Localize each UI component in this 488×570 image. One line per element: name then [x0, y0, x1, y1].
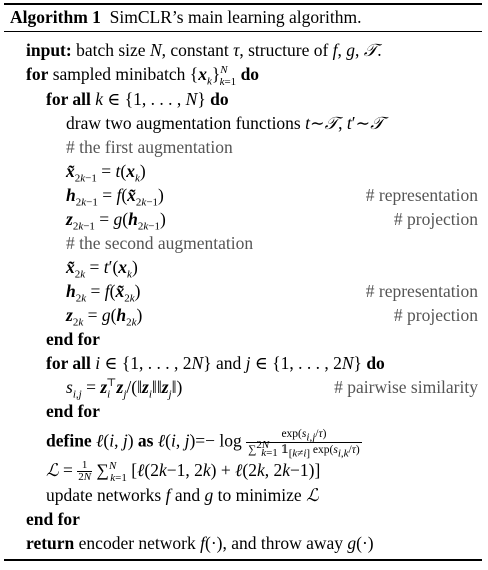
line-h-2k: $h_{2k}$ = $f(x̃_{2k})$ [66, 281, 141, 305]
comment-representation-2: # representation [365, 281, 478, 301]
line-end-for-ij: end for [46, 401, 100, 421]
comment-projection-1: # projection [393, 209, 478, 229]
line-h-2k-1: $h_{2k-1}$ = $f(x̃_{2k-1})$ [66, 185, 164, 209]
comment-second-augmentation: # the second augmentation [66, 233, 254, 253]
line-draw-augmentations: draw two augmentation functions t∼𝒯, t′∼𝒯 [66, 113, 384, 133]
comment-representation-1: # representation [365, 185, 478, 205]
line-for-minibatch: for sampled minibatch $\{x_k\}^N_{k=1}$ do [26, 64, 260, 88]
line-define-loss: define ℓ(i, j) as ℓ(i, j)=− log $\frac{\exp(s_{i,j}/\tau)}{\sum^{2N}_{k=1} 𝟙_{[k\ne i]} \exp(s_{i,k}/\tau)}$ [46, 428, 360, 460]
algorithm-caption-text: SimCLR’s main learning algorithm. [109, 7, 362, 27]
line-end-for-minibatch: end for [26, 509, 80, 529]
line-similarity: $s_{i,j}$ = $z_i^⊤z_j/(‖z_i‖‖z_j‖)$ [66, 377, 183, 401]
normalizer-fraction: $\frac{1}{2N}$ [78, 459, 92, 484]
line-for-all-k: for all k ∈ {1, . . . , N} do [46, 89, 229, 109]
line-z-2k-1: $z_{2k-1} = g(h_{2k-1})$ [66, 209, 166, 233]
bottom-rule [4, 559, 482, 561]
comment-first-augmentation: # the first augmentation [66, 137, 233, 157]
line-return: return encoder network f(·), and throw away g(·) [26, 533, 374, 553]
algorithm-number: Algorithm 1 [10, 7, 101, 27]
line-for-all-ij: for all i ∈ {1, . . . , 2N} and j ∈ {1, . . . , 2N} do [46, 353, 385, 373]
line-x-2k-1: $x̃_{2k-1} = t(x_k)$ [66, 161, 146, 185]
comment-projection-2: # projection [393, 305, 478, 325]
caption-rule [4, 31, 482, 32]
algorithm-caption [10, 7, 361, 27]
line-total-loss: ℒ = $\frac{1}{2N}$ ∑$^N_{k=1}$ [ℓ(2k−1, 2k) + ℓ(2k, 2k−1)] [46, 459, 321, 484]
top-rule [4, 3, 482, 5]
line-input: input: batch size N, constant τ, structure of f, g, 𝒯. [26, 40, 382, 60]
line-update-networks: update networks f and g to minimize ℒ [46, 485, 319, 505]
line-end-for-k: end for [46, 329, 100, 349]
loss-fraction: $\frac{\exp(s_{i,j}/\tau)}{\sum^{2N}_{k=1} 𝟙_{[k\ne i]} \exp(s_{i,k}/\tau)}$ [248, 428, 360, 460]
line-z-2k: $z_{2k} = g(h_{2k})$ [66, 305, 143, 329]
line-x-2k: $x̃_{2k} = t'(x_k)$ [66, 257, 138, 281]
comment-pairwise-similarity: # pairwise similarity [334, 377, 478, 397]
